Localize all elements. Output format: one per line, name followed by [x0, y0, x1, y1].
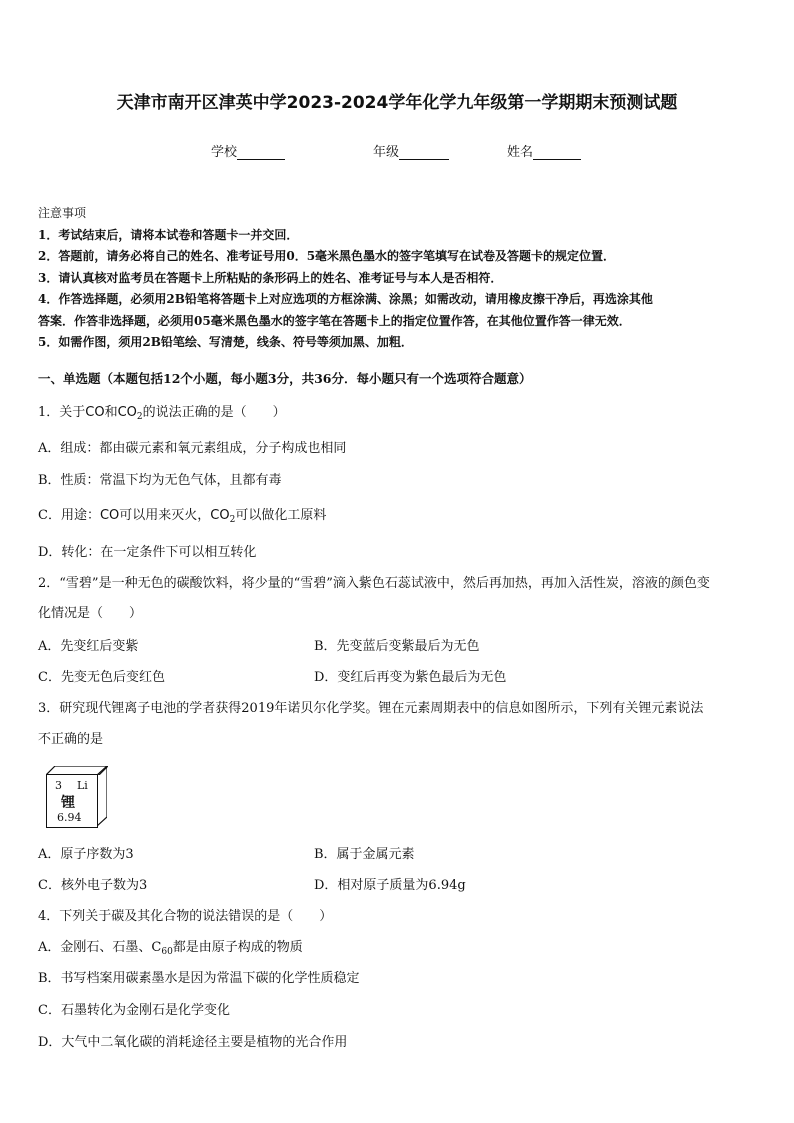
question-3-stem-line1: 3．研究现代锂离子电池的学者获得2019年诺贝尔化学奖。锂在元素周期表中的信息如图所示，下列有关锂元素说法	[38, 701, 704, 716]
page-title: 天津市南开区津英中学2023-2024学年化学九年级第一学期期末预测试题	[116, 93, 678, 113]
q1c-co2: CO	[210, 508, 230, 523]
q3-option-c: C．核外电子数为3	[38, 878, 148, 893]
element-symbol: Li	[77, 779, 88, 792]
q1c-text: 可以做化工原料	[235, 508, 327, 523]
note-item: 答案．作答非选择题，必须用05毫米黑色墨水的签字笔在答题卡上的指定位置作答，在其他位置作答一律无效．	[38, 313, 631, 328]
q4a-text: A．金刚石、石墨、C	[38, 940, 162, 955]
school-field	[211, 141, 285, 160]
q1c-subscript: 2	[229, 515, 236, 525]
card-side-face	[97, 766, 107, 826]
q2-option-b: B．先变蓝后变紫最后为无色	[314, 639, 480, 654]
q1-text: 的说法正确的是（ ）	[142, 405, 286, 420]
note-item: 5．如需作图，须用2B铅笔绘、写清楚，线条、符号等须加黑、加粗．	[38, 335, 413, 349]
q1-co2-subscript: 2	[136, 412, 143, 422]
q4-option-c: C．石墨转化为金刚石是化学变化	[38, 1003, 230, 1018]
q1-option-d: D．转化：在一定条件下可以相互转化	[38, 545, 257, 560]
notes-block	[38, 203, 758, 354]
school-label: 学校	[211, 145, 238, 160]
question-4-stem: 4．下列关于碳及其化合物的说法错误的是（ ）	[38, 909, 333, 924]
school-blank	[237, 145, 285, 160]
note-item: 1．考试结束后，请将本试卷和答题卡一并交回．	[38, 227, 299, 242]
q1-co: CO	[85, 405, 105, 420]
question-2-stem-line1: 2．“雪碧”是一种无色的碳酸饮料，将少量的“雪碧”滴入紫色石蕊试液中，然后再加热，再加入活性炭，溶液的颜色变	[38, 576, 710, 591]
atomic-mass: 6.94	[57, 811, 82, 824]
notes-heading: 注意事项	[38, 206, 87, 220]
q2-option-d: D．变红后再变为紫色最后为无色	[314, 670, 507, 685]
q1c-text: C．用途：	[38, 508, 100, 523]
name-label: 姓名	[507, 145, 534, 160]
q1-text: 1．关于	[38, 405, 86, 420]
q1c-co: CO	[99, 508, 120, 523]
grade-label: 年级	[373, 145, 400, 160]
q2-option-c: C．先变无色后变红色	[38, 670, 165, 685]
q1-co2: CO	[117, 405, 137, 420]
q3-option-d: D．相对原子质量为6.94g	[314, 878, 466, 893]
grade-field	[373, 141, 449, 160]
name-field	[507, 141, 581, 160]
q1-option-c	[38, 504, 326, 525]
q4-option-b: B．书写档案用碳素墨水是因为常温下碳的化学性质稳定	[38, 971, 360, 986]
q1c-text: 可以用来灭火，	[119, 508, 211, 523]
element-name: 锂	[61, 795, 75, 811]
q3-option-a: A．原子序数为3	[38, 847, 134, 862]
q1-option-b: B．性质：常温下均为无色气体，且都有毒	[38, 473, 282, 488]
q1-option-a: A．组成：都由碳元素和氧元素组成，分子构成也相同	[38, 441, 347, 456]
q4a-text: 都是由原子构成的物质	[172, 940, 303, 955]
name-blank	[533, 145, 581, 160]
note-item: 4．作答选择题，必须用2B铅笔将答题卡上对应选项的方框涂满、涂黑；如需改动，请用橡皮擦干净后，再选涂其他	[38, 292, 653, 306]
section-heading: 一、单选题（本题包括12个小题，每小题3分，共36分．每小题只有一个选项符合题意）	[38, 371, 532, 386]
grade-blank	[399, 145, 449, 160]
periodic-element-card	[46, 774, 98, 828]
atomic-number: 3	[55, 779, 62, 792]
q2-option-a: A．先变红后变紫	[38, 639, 139, 654]
q4a-subscript: 60	[161, 947, 173, 957]
note-item: 2．答题前，请务必将自己的姓名、准考证号用0．5毫米黑色墨水的签字笔填写在试卷及答题卡的规定位置．	[38, 249, 616, 263]
q3-option-b: B．属于金属元素	[314, 847, 415, 862]
q4-option-a	[38, 936, 303, 957]
q1-text: 和	[104, 405, 118, 420]
question-1-stem	[38, 401, 758, 422]
question-3-stem-line2: 不正确的是	[38, 732, 104, 747]
question-2-stem-line2: 化情况是（ ）	[38, 606, 143, 621]
q4-option-d: D．大气中二氧化碳的消耗途径主要是植物的光合作用	[38, 1035, 348, 1050]
note-item: 3．请认真核对监考员在答题卡上所粘贴的条形码上的姓名、准考证号与本人是否相符．	[38, 270, 503, 285]
